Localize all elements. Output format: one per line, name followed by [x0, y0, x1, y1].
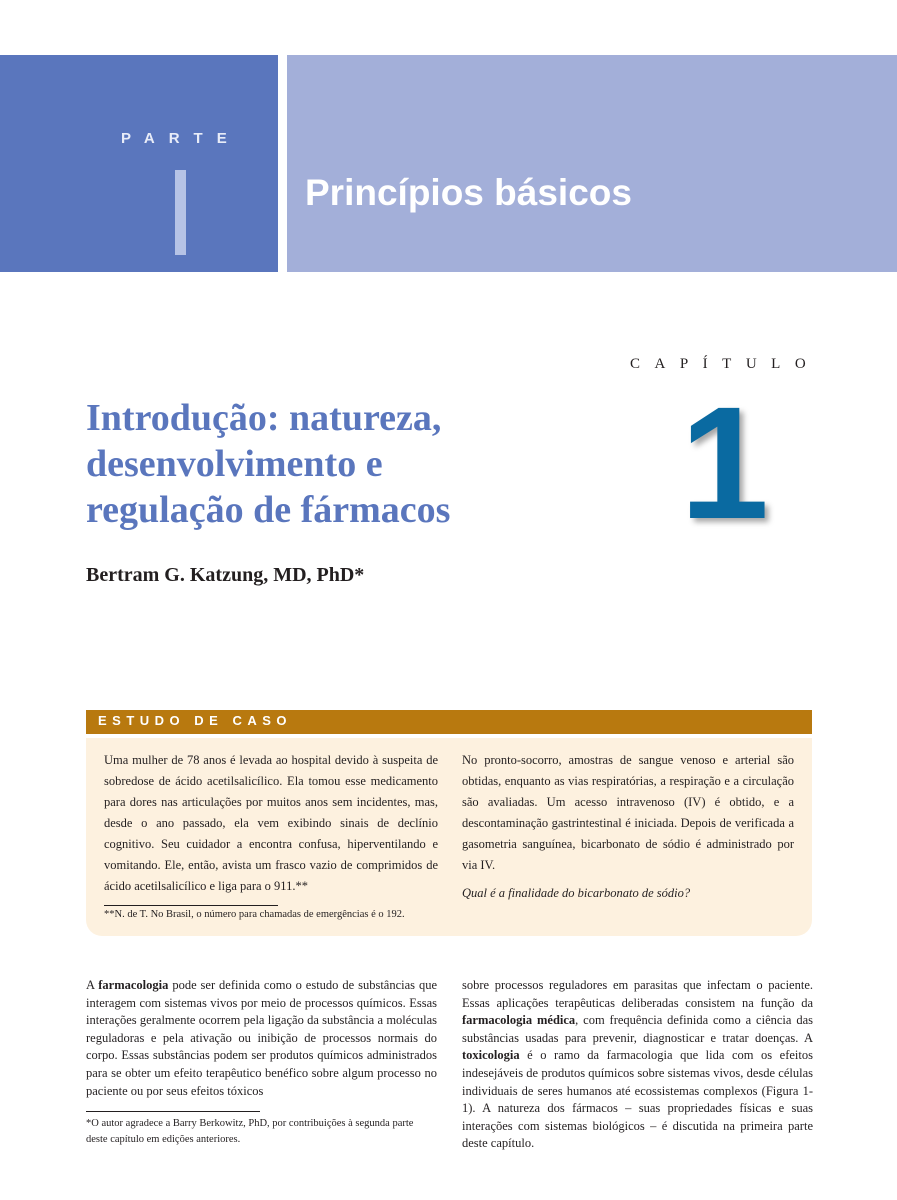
- part-label: PARTE: [121, 130, 241, 147]
- chapter-title-line: desenvolvimento e: [86, 443, 383, 485]
- footnote-rule: [86, 1111, 260, 1112]
- author-name: Bertram G. Katzung, MD, PhD*: [86, 564, 365, 586]
- case-study-header: [86, 710, 812, 734]
- term-toxicologia: toxicologia: [462, 1048, 520, 1063]
- body-text: pode ser definida como o estudo de substâncias que interagem com sistemas vivos por meio de processos químicos. Essas interações geralmente ocorrem pela ligação da substância a moléculas reguladoras e pela ativação ou inibição de processos normais do corpo. Essas substâncias podem ser produtos químicos administrados para se obter um efeito terapêutico benéfico sobre algum processo no paciente ou por seus efeitos tóxicos: [86, 978, 437, 1098]
- body-text-left: [86, 977, 437, 1100]
- term-farmacologia-medica: farmacologia médica: [462, 1013, 576, 1028]
- part-title-banner: [287, 55, 897, 272]
- part-banner: [0, 55, 278, 272]
- case-study-right-text: No pronto-socorro, amostras de sangue venoso e arterial são obtidas, enquanto as vias respiratórias, a respiração e a circulação são avaliadas. Um acesso intravenoso (IV) é obtido, e a descontaminação gastrintestinal é iniciada. Depois de verificada a gasometria sanguínea, bicarbonato de sódio é administrado por via IV.: [462, 753, 794, 872]
- part-title: Princípios básicos: [305, 172, 632, 213]
- body-text-right: [462, 977, 813, 1153]
- author-footnote: *O autor agradece a Barry Berkowitz, PhD, por contribuições à segunda parte deste capítulo em edições anteriores.: [86, 1118, 414, 1145]
- body-text: é o ramo da farmacologia que lida com os efeitos indesejáveis de produtos químicos sobre sistemas vivos, desde células individuais de seres humanos até ecossistemas complexos (Figura 1-1). A natureza dos fármacos – suas propriedades físicas e suas interações com sistemas biológicos – é discutida na primeira parte deste capítulo.: [462, 1048, 813, 1151]
- term-farmacologia: farmacologia: [98, 978, 169, 992]
- chapter-title-line: Introdução: natureza,: [86, 397, 442, 439]
- chapter-title: [86, 395, 646, 533]
- case-study-left-text: Uma mulher de 78 anos é levada ao hospital devido à suspeita de sobredose de ácido acetilsalicílico. Ela tomou esse medicamento para dores nas articulações por muitos anos sem incidentes, mas, desde o ano passado, ela vem exibindo sinais de declínio cognitivo. Seu cuidador a encontra confusa, hiperventilando e vomitando. Ele, então, avista um frasco vazio de comprimidos de ácido acetilsalicílico e liga para o 911.**: [104, 753, 438, 893]
- chapter-number: 1: [680, 373, 769, 552]
- chapter-label: CAPÍTULO: [630, 356, 821, 372]
- body-text: A: [86, 978, 99, 992]
- body-text: , com frequência definida como a ciência das substâncias usadas para prevenir, diagnosticar e tratar doenças. A: [462, 1013, 813, 1045]
- case-study-question: Qual é a finalidade do bicarbonato de sódio?: [462, 886, 691, 900]
- chapter-title-line: regulação de fármacos: [86, 489, 451, 531]
- case-footnote-rule: [104, 905, 278, 906]
- part-numeral: [175, 170, 186, 255]
- body-text: sobre processos reguladores em parasitas que infectam o paciente. Essas aplicações terapêuticas deliberadas consistem na função da: [462, 978, 813, 1010]
- case-study-footnote: **N. de T. No Brasil, o número para chamadas de emergências é o 192.: [104, 909, 405, 920]
- case-study-label: ESTUDO DE CASO: [98, 713, 293, 728]
- case-study-right-column: [462, 750, 794, 904]
